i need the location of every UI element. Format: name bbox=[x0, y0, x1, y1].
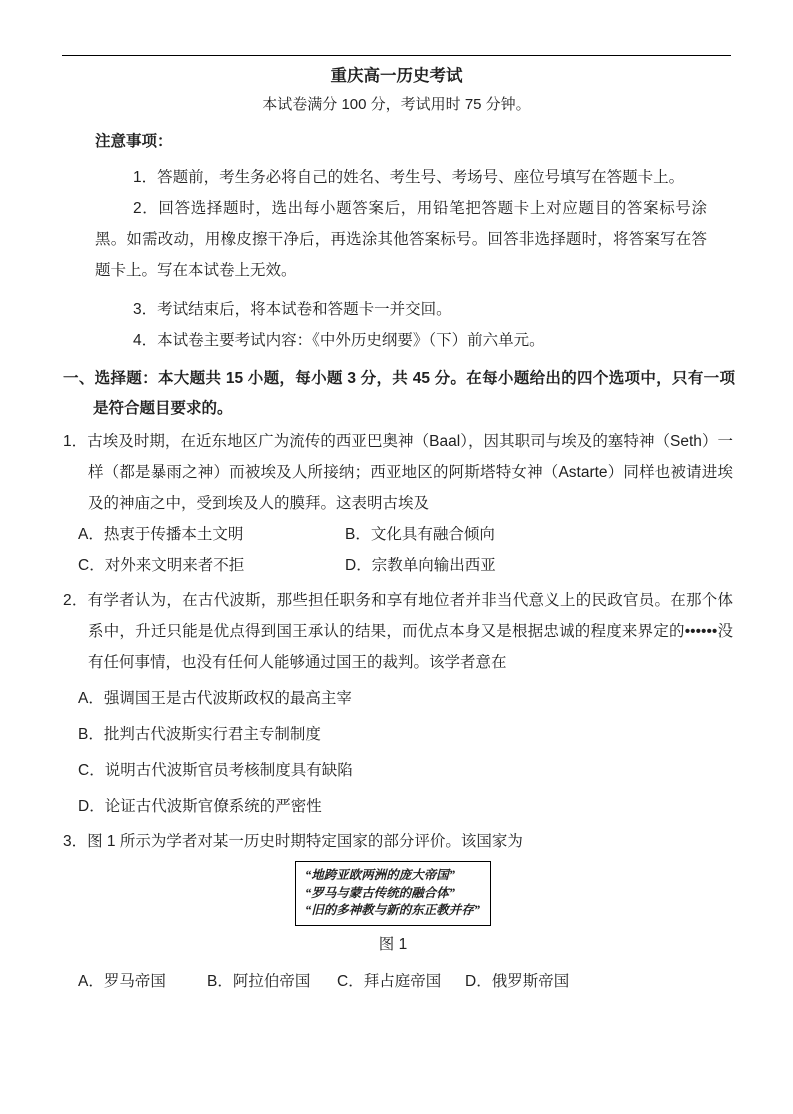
question-2-text: 有学者认为，在古代波斯，那些担任职务和享有地位者并非当代意义上的民政官员。在那个体系中，升迁只能是优点得到国王承认的结果，而优点本身又是根据忠诚的程度来界定的••••••没有任何事情，也没有任何人能够通过国王的裁判。该学者意在 bbox=[87, 592, 733, 671]
question-3-option-b: B．阿拉伯帝国 bbox=[207, 972, 311, 990]
notice-item-2: 2．回答选择题时，选出每小题答案后，用铅笔把答题卡上对应题目的答案标号涂黑。如需改动，用橡皮擦干净后，再选涂其他答案标号。回答非选择题时，将答案写在答题卡上。写在本试卷上无效。 bbox=[95, 200, 707, 279]
figure-1-box bbox=[295, 861, 491, 926]
exam-title: 重庆高一历史考试 bbox=[330, 67, 463, 85]
figure-1-quote-2: “罗马与蒙古传统的融合体” bbox=[305, 885, 456, 900]
notice-item-4: 4．本试卷主要考试内容：《中外历史纲要》（下）前六单元。 bbox=[133, 332, 545, 349]
notice-item-3: 3．考试结束后，将本试卷和答题卡一并交回。 bbox=[133, 301, 452, 318]
header-rule bbox=[62, 55, 731, 56]
section-heading: 一、选择题：本大题共 15 小题，每小题 3 分，共 45 分。在每小题给出的四个选项中，只有一项是符合题目要求的。 bbox=[63, 370, 735, 417]
question-3-options bbox=[78, 966, 753, 997]
question-3-option-a: A．罗马帝国 bbox=[78, 972, 166, 990]
figure-1-quote-1: “地跨亚欧两洲的庞大帝国” bbox=[305, 868, 456, 882]
figure-1-caption: 图 1 bbox=[378, 935, 408, 953]
question-2-number: 2． bbox=[63, 592, 88, 609]
question-1-number: 1． bbox=[63, 433, 88, 450]
figure-1-quote-3: “旧的多神教与新的东正教并存” bbox=[305, 903, 481, 917]
question-1-option-d: D．宗教单向输出西亚 bbox=[345, 557, 496, 574]
question-3-number: 3． bbox=[63, 833, 88, 850]
exam-subtitle: 本试卷满分 100 分，考试用时 75 分钟。 bbox=[262, 96, 531, 113]
question-1-options-row-2 bbox=[78, 550, 733, 581]
question-1-text: 古埃及时期，在近东地区广为流传的西亚巴奥神（Baal），因其职司与埃及的塞特神（Seth）一样（都是暴雨之神）而被埃及人所接纳；西亚地区的阿斯塔特女神（Astarte）同样也被请进埃及的神庙之中，受到埃及人的膜拜。这表明古埃及 bbox=[87, 433, 733, 512]
question-1-option-a: A．热衷于传播本土文明 bbox=[78, 526, 244, 543]
question-2-option-c: C．说明古代波斯官员考核制度具有缺陷 bbox=[78, 762, 353, 779]
question-3-option-d: D．俄罗斯帝国 bbox=[465, 972, 570, 990]
question-2-option-a: A．强调国王是古代波斯政权的最高主宰 bbox=[78, 690, 352, 707]
question-1-stem bbox=[63, 426, 733, 519]
question-1-option-c: C．对外来文明来者不拒 bbox=[78, 557, 245, 574]
question-2-option-b: B．批判古代波斯实行君主专制制度 bbox=[78, 726, 321, 743]
question-3-text: 图 1 所示为学者对某一历史时期特定国家的部分评价。该国家为 bbox=[87, 833, 523, 850]
notice-heading: 注意事项： bbox=[95, 133, 173, 150]
question-3-stem bbox=[63, 826, 733, 857]
question-2-option-d: D．论证古代波斯官僚系统的严密性 bbox=[78, 798, 322, 815]
notice-item-1: 1．答题前，考生务必将自己的姓名、考生号、考场号、座位号填写在答题卡上。 bbox=[133, 169, 685, 186]
question-3-option-c: C．拜占庭帝国 bbox=[337, 972, 442, 990]
question-1-option-b: B．文化具有融合倾向 bbox=[345, 526, 495, 543]
question-2-stem bbox=[63, 585, 733, 678]
question-2-options bbox=[78, 683, 733, 822]
question-1-options-row-1 bbox=[78, 519, 733, 550]
